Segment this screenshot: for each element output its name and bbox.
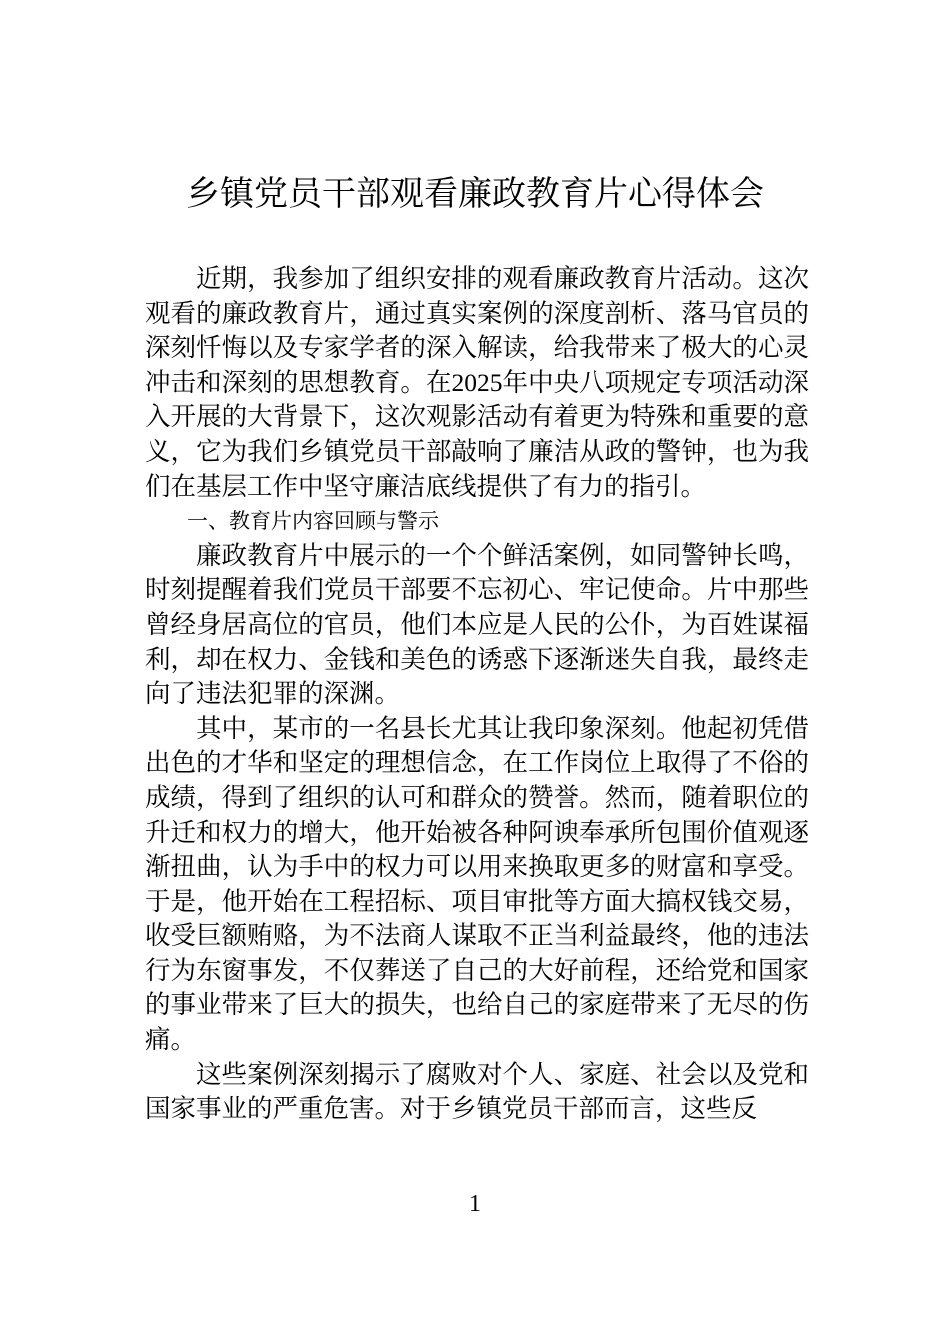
paragraph-cases: 廉政教育片中展示的一个个鲜活案例，如同警钟长鸣，时刻提醒着我们党员干部要不忘初心、牢记使命。片中那些曾经身居高位的官员，他们本应是人民的公仆，为百姓谋福利，却在权力、金钱和美色的诱惑下逐渐迷失自我，最终走向了违法犯罪的深渊。 xyxy=(145,540,809,710)
paragraph-harm: 这些案例深刻揭示了腐败对个人、家庭、社会以及党和国家事业的严重危害。对于乡镇党员干部而言，这些反 xyxy=(145,1059,809,1125)
paragraph-intro-part1: 近期，我参加了组织安排的观看廉政教育片活动。这次观看的廉政教育片，通过真实案例的深度剖析、落马官员的深刻忏悔以及专家学者的深入解读，给我带来了极大的心灵冲击和深刻的思想教育。在 xyxy=(145,264,809,398)
section-heading-1: 一、教育片内容回顾与警示 xyxy=(187,509,439,534)
paragraph-intro-year: 2025 xyxy=(451,367,503,397)
paragraph-county-head: 其中，某市的一名县长尤其让我印象深刻。他起初凭借出色的才华和坚定的理想信念，在工作岗位上取得了不俗的成绩，得到了组织的认可和群众的赞誉。然而，随着职位的升迁和权力的增大，他开始被各种阿谀奉承所包围价值观逐渐扭曲，认为手中的权力可以用来换取更多的财富和享受。于是，他开始在工程招标、项目审批等方面大搞权钱交易，收受巨额贿赂，为不法商人谋取不正当利益最终，他的违法行为东窗事发，不仅葬送了自己的大好前程，还给党和国家的事业带来了巨大的损失，也给自己的家庭带来了无尽的伤痛。 xyxy=(145,713,809,1056)
document-title: 乡镇党员干部观看廉政教育片心得体会 xyxy=(186,174,764,214)
paragraph-intro-part2: 年中央八项规定专项活动深入开展的大背景下，这次观影活动有着更为特殊和重要的意义，它为我们乡镇党员干部敲响了廉洁从政的警钟，也为我们在基层工作中坚守廉洁底线提供了有力的指引。 xyxy=(145,367,809,502)
page-number: 1 xyxy=(469,1191,481,1217)
paragraph-intro xyxy=(145,262,809,504)
document-body xyxy=(145,262,809,1127)
